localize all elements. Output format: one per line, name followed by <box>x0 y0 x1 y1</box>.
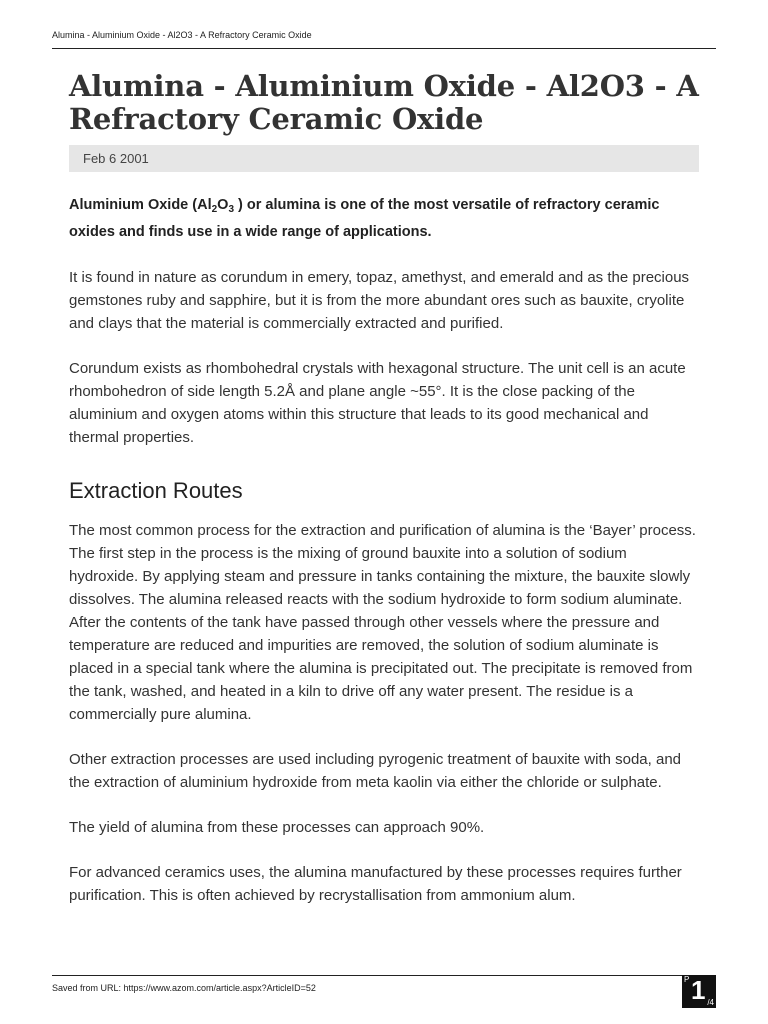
page-label: P <box>684 975 690 984</box>
paragraph-other-processes: Other extraction processes are used including pyrogenic treatment of bauxite with soda, and the extraction of aluminium hydroxide from meta kaolin via either the chloride or sulphate. <box>69 751 682 791</box>
lead-before: Aluminium Oxide (Al <box>69 197 212 213</box>
header-divider <box>52 48 716 49</box>
source-url: Saved from URL: https://www.azom.com/article.aspx?ArticleID=52 <box>52 983 316 993</box>
article-body <box>69 70 699 907</box>
page-number: 1 <box>691 975 706 1005</box>
lead-after: ) or alumina is one of the most versatile of refractory ceramic oxides and finds use in a wide range of applications. <box>69 197 660 240</box>
page-indicator <box>682 975 716 1008</box>
article-title: Alumina - Aluminium Oxide - Al2O3 - A Refractory Ceramic Oxide <box>69 69 699 136</box>
paragraph-corundum-sources: It is found in nature as corundum in emery, topaz, amethyst, and emerald and as the precious gemstones ruby and sapphire, but it is from the more abundant ores such as bauxite, cryolite and clays that the material is commercially extracted and purified. <box>69 269 690 332</box>
page-total: /4 <box>707 998 714 1007</box>
lead-mid: O <box>217 197 229 213</box>
paragraph-yield: The yield of alumina from these processes can approach 90%. <box>69 819 485 836</box>
footer-divider <box>52 975 716 976</box>
section-heading-extraction: Extraction Routes <box>69 478 243 503</box>
article-date: Feb 6 2001 <box>69 145 699 172</box>
running-header: Alumina - Aluminium Oxide - Al2O3 - A Refractory Ceramic Oxide <box>52 30 312 40</box>
paragraph-bayer-process: The most common process for the extraction and purification of alumina is the ‘Bayer’ process. The first step in the process is the mixing of ground bauxite into a solution of sodium hydroxide. By applying steam and pressure in tanks containing the mixture, the bauxite slowly dissolves. The alumina released reacts with the sodium hydroxide to form sodium aluminate. After the contents of the tank have passed through other vessels where the pressure and temperature are reduced and impurities are removed, the solution of sodium aluminate is placed in a special tank where the alumina is precipitated out. The precipitate is removed from the tank, washed, and heated in a kiln to drive off any water present. The residue is a commercially pure alumina. <box>69 522 696 723</box>
lead-subscript-1: 2 <box>211 204 218 215</box>
lead-subscript-2: 3 <box>228 204 234 215</box>
lead-paragraph <box>69 194 699 244</box>
paragraph-crystal-structure: Corundum exists as rhombohedral crystals with hexagonal structure. The unit cell is an acute rhombohedron of side length 5.2Å and plane angle ~55°. It is the close packing of the aluminium and oxygen atoms within this structure that leads to its good mechanical and thermal properties. <box>69 360 686 446</box>
paragraph-purification: For advanced ceramics uses, the alumina manufactured by these processes requires further purification. This is often achieved by recrystallisation from ammonium alum. <box>69 864 682 904</box>
